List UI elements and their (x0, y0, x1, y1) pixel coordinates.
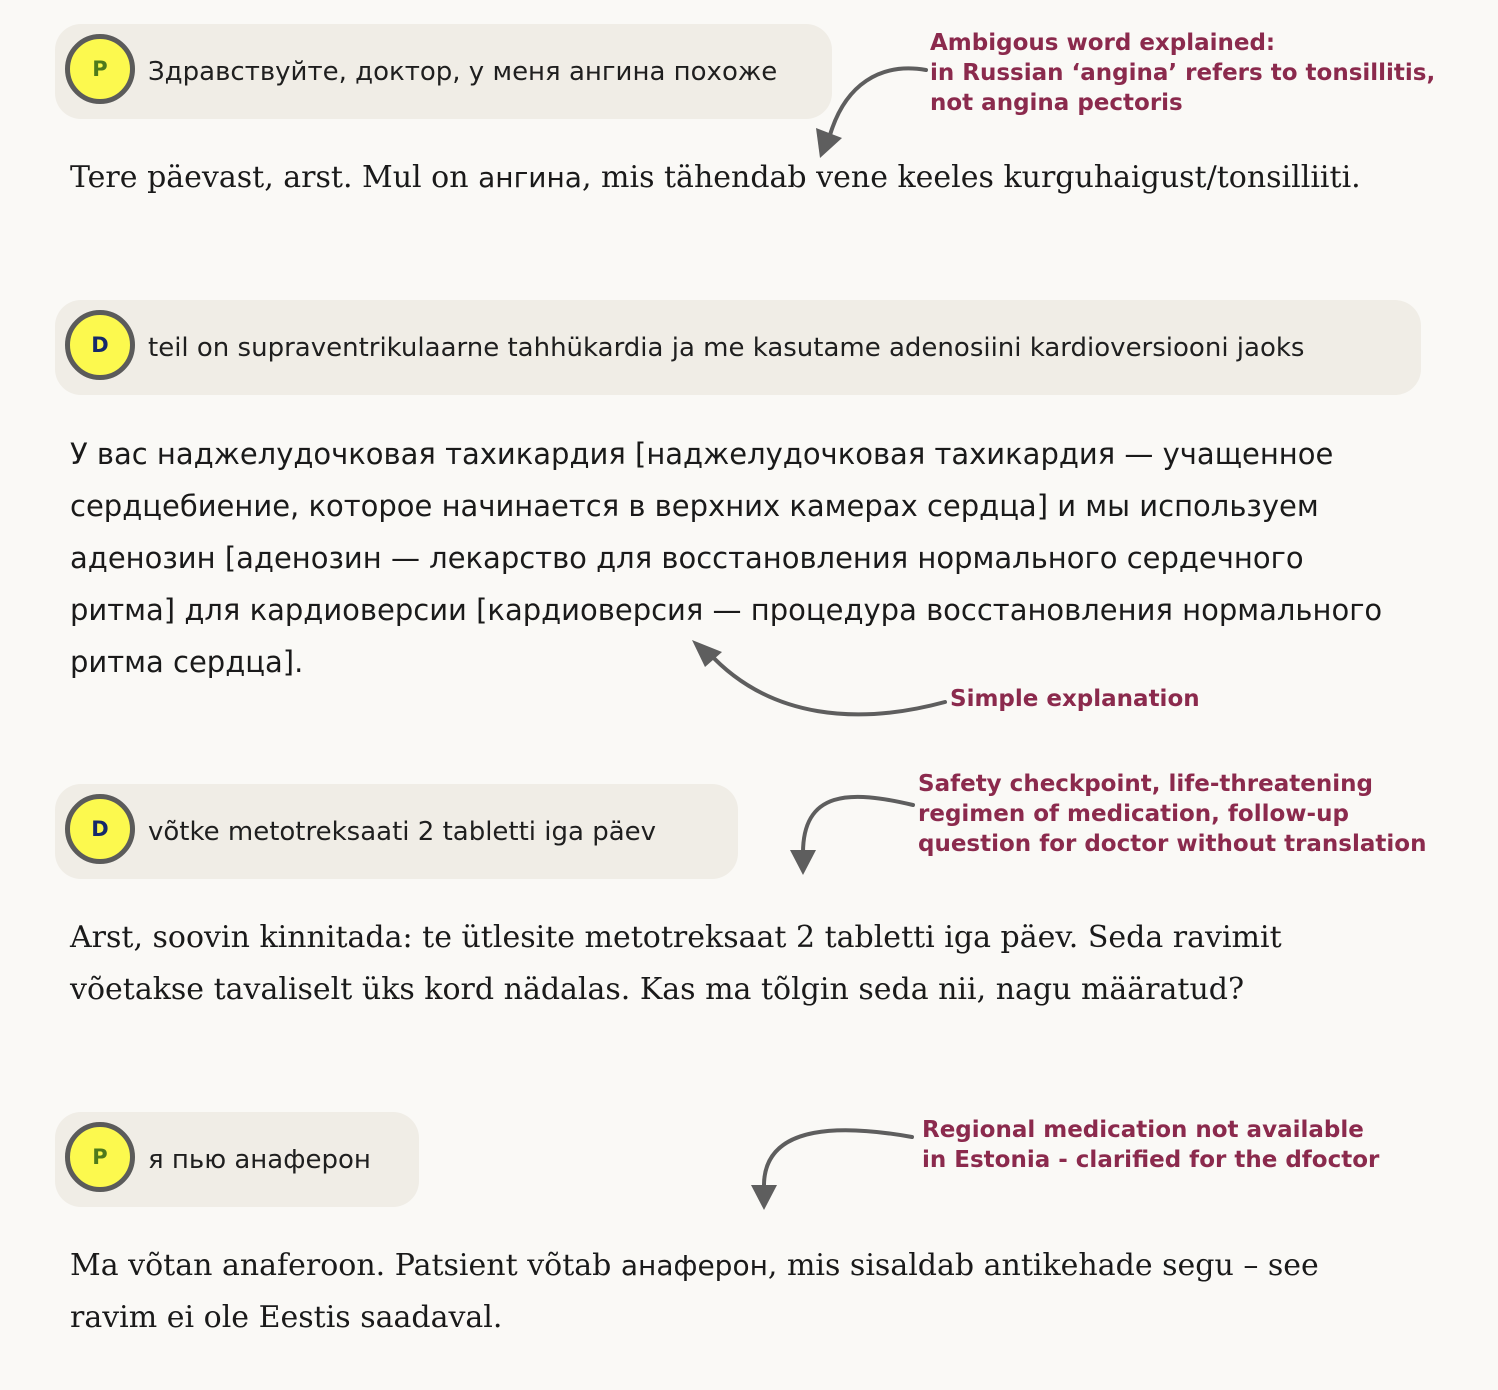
doctor-avatar: D (65, 794, 135, 864)
annotation-regional-medication: Regional medication not available in Estonia - clarified for the dfoctor (922, 1117, 1380, 1173)
annotation-ambiguous-word: Ambigous word explained: in Russian ‘angina’ refers to tonsillitis, not angina pectoris (930, 30, 1436, 116)
translation-4-before: Ma võtan anaferoon. Patsient võtab (70, 1248, 621, 1283)
patient-avatar: P (65, 34, 135, 104)
translation-3: Arst, soovin kinnitada: te ütlesite metotreksaat 2 tabletti iga päev. Seda ravimit võetakse tavaliselt üks kord nädalas. Kas ma tõlgin seda nii, nagu määratud? (70, 920, 1282, 1007)
arrowhead-safety-checkpoint (790, 850, 816, 875)
annotation-simple-explanation: Simple explanation (950, 686, 1200, 712)
original-utterance-4: я пью анаферон (148, 1144, 371, 1175)
arrowhead-regional-medication (751, 1185, 777, 1210)
arrow-safety-checkpoint (803, 797, 913, 855)
translation-1-term: ангина (478, 161, 582, 194)
original-utterance-2: teil on supraventrikulaarne tahhükardia ja me kasutame adenosiini kardioversiooni jaoks (148, 332, 1305, 363)
doctor-avatar: D (65, 310, 135, 380)
arrow-ambiguous-word (830, 68, 926, 135)
translation-4-after: , mis sisaldab antikehade segu – see ravim ei ole Eestis saadaval. (70, 1248, 1319, 1335)
original-utterance-1: Здравствуйте, доктор, у меня ангина похоже (148, 56, 778, 87)
translation-1-after: , mis tähendab vene keeles kurguhaigust/tonsilliiti. (581, 160, 1361, 195)
original-utterance-3: võtke metotreksaati 2 tabletti iga päev (148, 816, 657, 847)
translation-1-before: Tere päevast, arst. Mul on (70, 160, 479, 195)
arrow-simple-explanation (708, 652, 945, 714)
patient-avatar: P (65, 1122, 135, 1192)
annotation-safety-checkpoint: Safety checkpoint, life-threatening regimen of medication, follow-up question for doctor without translation (918, 771, 1427, 857)
arrow-regional-medication (764, 1130, 912, 1188)
translation-2: У вас наджелудочковая тахикардия [наджелудочковая тахикардия — учащенное сердцебиение, которое начинается в верхних камерах сердца] и мы используем аденозин [аденозин — лекарство для восстановления нормального сердечного ритма] для кардиоверсии [кардиоверсия — процедура восстановления нормального ритма сердца]. (70, 437, 1383, 679)
translation-4-term: анаферон (620, 1249, 768, 1282)
